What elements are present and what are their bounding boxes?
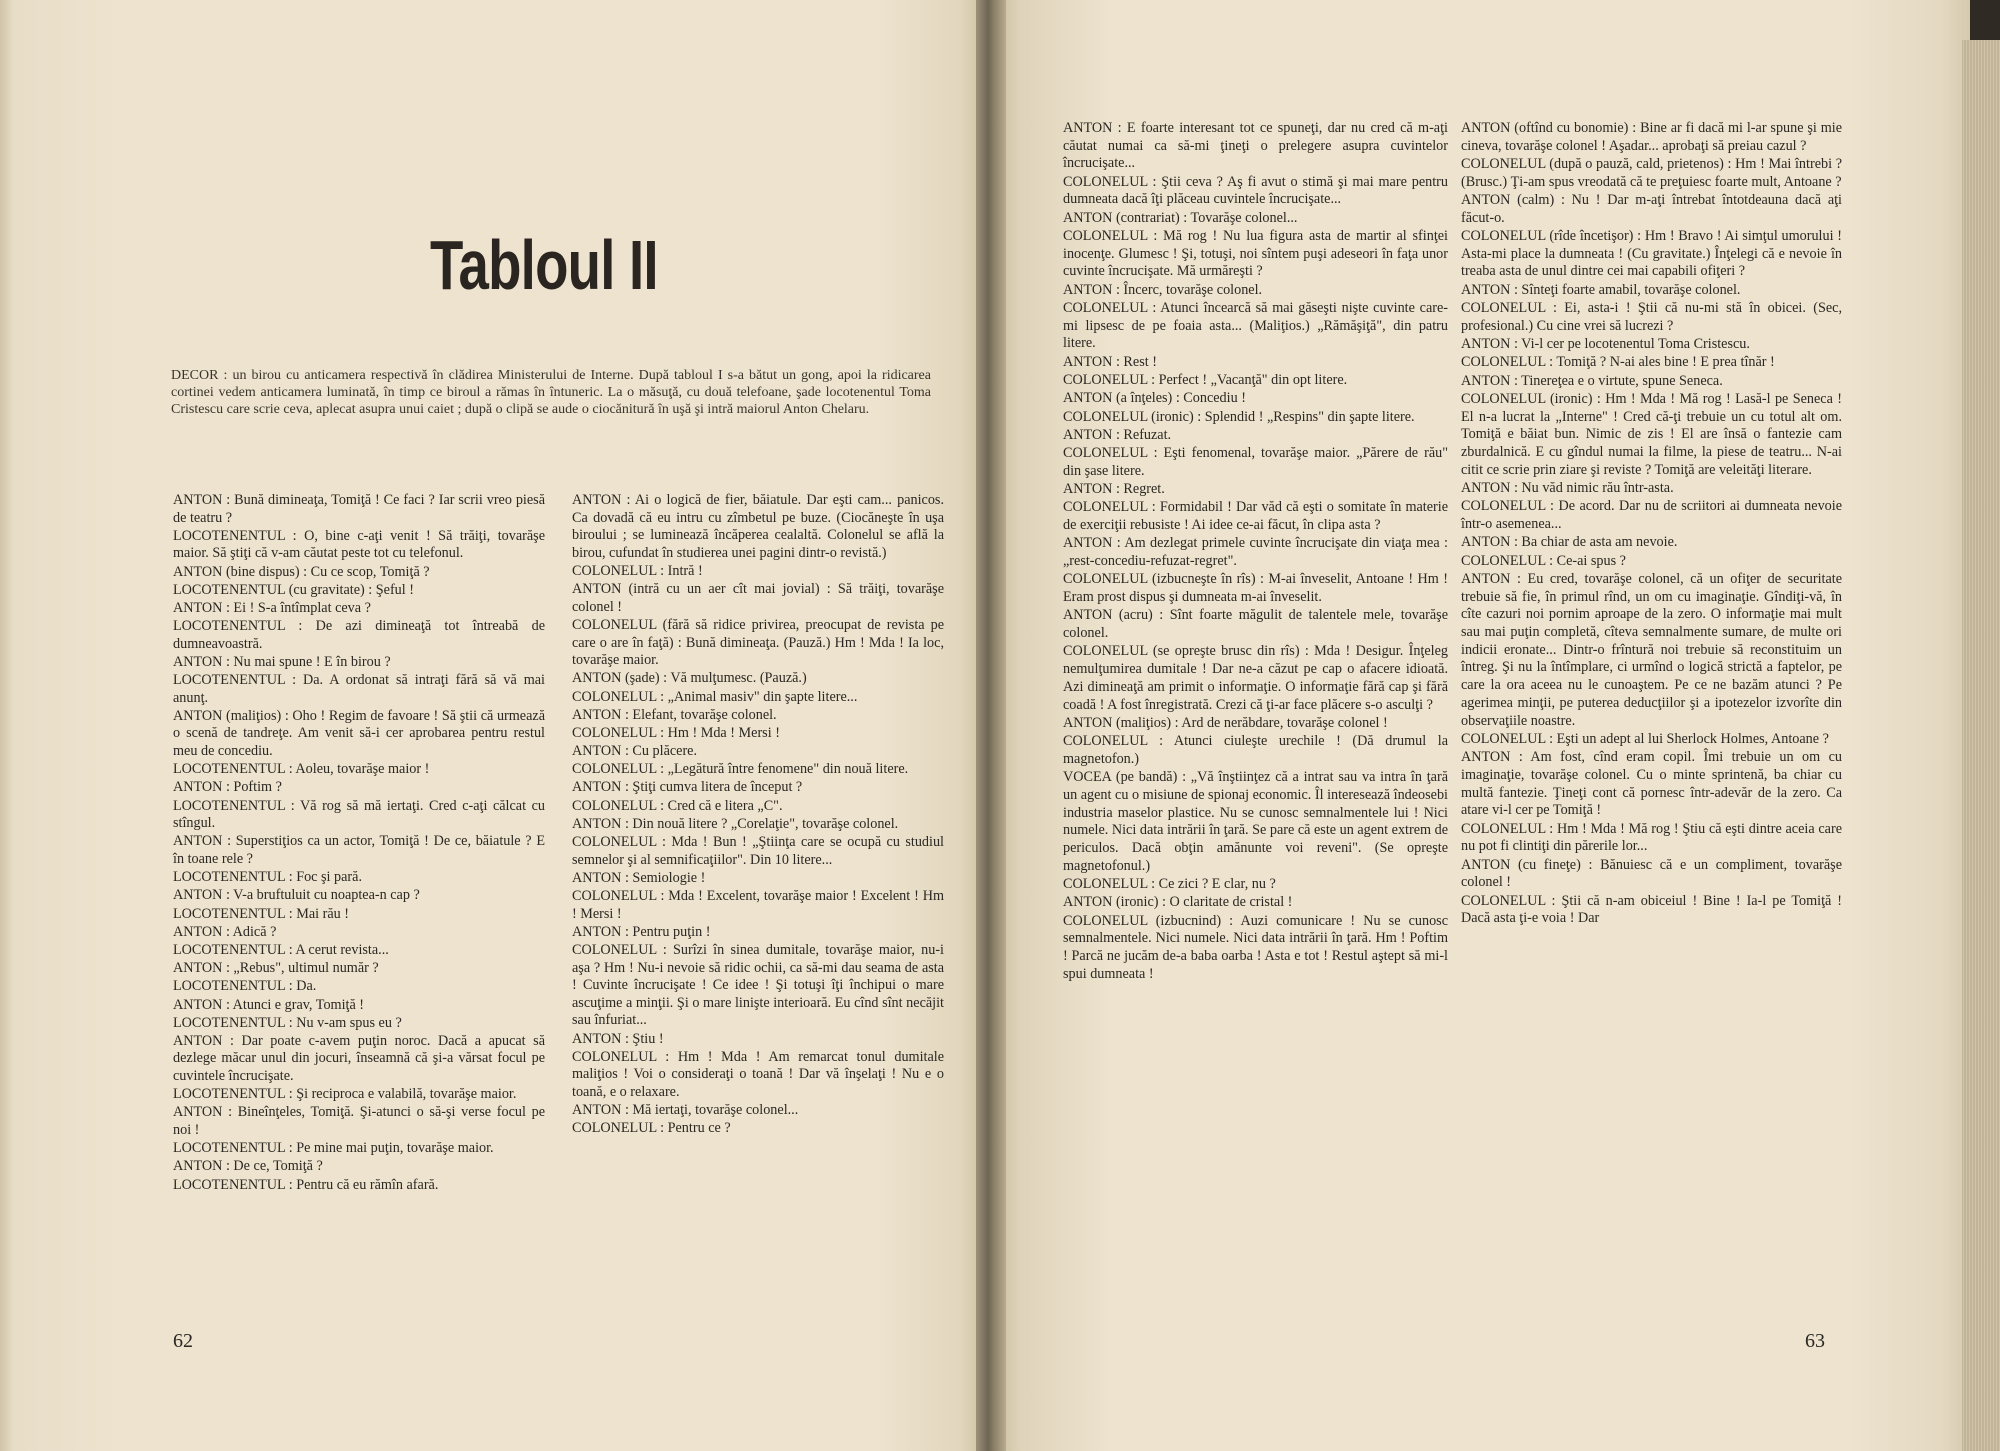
dialogue-line: LOCOTENENTUL : Pe mine mai puţin, tovarăşe maior. (173, 1140, 494, 1157)
dialogue-line: ANTON : Ştiu ! (572, 1030, 664, 1047)
dialogue-line: ANTON : Ai o logică de fier, băiatule. Dar eşti cam... panicos. Ca dovadă că eu intru cu zîmbetul pe buze. (Ciocăneşte în uşa biroului ; se luminează încăperea cealaltă. Colonelul se află la birou, cufundat în studierea unei pagini dintr-o revistă.) (572, 492, 944, 561)
dialogue-line: COLONELUL : Atunci ciuleşte urechile ! (Dă drumul la magnetofon.) (1063, 733, 1448, 767)
dialogue-line: ANTON : Bună dimineaţa, Tomiţă ! Ce faci ? Iar scrii vreo piesă de teatru ? (173, 492, 545, 526)
dialogue-line: COLONELUL : Atunci încearcă să mai găseşti nişte cuvinte care-mi lipsesc de pe foaia asta... (Maliţios.) „Rămăşiţă", din patru litere. (1063, 300, 1448, 352)
dialogue-line: COLONELUL : Ce zici ? E clar, nu ? (1063, 876, 1276, 892)
page-number-left: 62 (173, 1330, 193, 1352)
dialogue-line: ANTON : Ei ! S-a întîmplat ceva ? (173, 599, 371, 616)
dialogue-line: LOCOTENENTUL (cu gravitate) : Şeful ! (173, 581, 414, 598)
dialogue-line: COLONELUL : Pentru ce ? (572, 1120, 731, 1137)
dialogue-line: ANTON : Superstiţios ca un actor, Tomiţă ! De ce, băiatule ? E în toane rele ? (173, 833, 545, 867)
dialogue-line: ANTON (şade) : Vă mulţumesc. (Pauză.) (572, 670, 807, 687)
dialogue-line: ANTON : Regret. (1063, 481, 1165, 498)
dialogue-line: COLONELUL : Surîzi în sinea dumitale, tovarăşe maior, nu-i aşa ? Hm ! Nu-i nevoie să ridic ochii, ca să-mi dau seama de asta ! Cuvinte încrucişate ! Ce idee ! Şi totuşi îţi închipui o mare ascuţime a minţii. Şi o mare linişte interioară. Eu cînd sînt necăjit sau înfuriat... (572, 941, 944, 1029)
dialogue-line: COLONELUL : Eşti un adept al lui Sherlock Holmes, Antoane ? (1461, 730, 1829, 747)
dialogue-line: COLONELUL : Mă rog ! Nu lua figura asta de martir al sfinţei inocenţe. Glumesc ! Şi, totuşi, noi sîntem puşi adeseori în faţa unor cuvinte încrucişate. Mă urmăreşti ? (1063, 228, 1448, 280)
dialogue-line: LOCOTENENTUL : Mai rău ! (173, 905, 349, 922)
dialogue-line: ANTON : Ba chiar de asta am nevoie. (1461, 534, 1678, 551)
dialogue-line: LOCOTENENTUL : Şi reciproca e valabilă, tovarăşe maior. (173, 1086, 517, 1103)
dialogue-line: COLONELUL : Mda ! Excelent, tovarăşe maior ! Excelent ! Hm ! Mersi ! (572, 887, 944, 922)
dialogue-line: LOCOTENENTUL : Vă rog să mă iertaţi. Cred c-aţi călcat cu stîngul. (173, 797, 545, 832)
dialogue-line: COLONELUL : Hm ! Mda ! Mersi ! (572, 724, 780, 741)
dialogue-line: ANTON : Tinereţea e o virtute, spune Seneca. (1461, 372, 1723, 389)
dialogue-line: VOCEA (pe bandă) : „Vă înştiinţez că a intrat sau va intra în ţară un agent cu o misiune de spionaj economic. Îl interesează îndeosebi industria maselor plastice. Nu se cunosc semnalmentele lui ! Nici numele. Nici data intrării în ţară. Se pare că este un agent extrem de periculos. Dacă obţin amănunte voi reveni". (Se opreşte magnetofonul.) (1063, 769, 1448, 874)
dialogue-line: COLONELUL (ironic) : Hm ! Mda ! Mă rog ! Lasă-l pe Seneca ! El n-a lucrat la „Interne" ! Cred că-ţi trebuie un cu totul alt om. Tomiţă e băiat bun. Nimic de zis ! El are însă o fantezie cam zburdalnică. E cu gîndul numai la filme, la piese de teatru... N-ai citit ce scrie prin ziare şi reviste ? Tomiţă are veleităţi literare. (1461, 390, 1842, 478)
dialogue-line: LOCOTENENTUL : Foc şi pară. (173, 869, 362, 886)
dialogue-line: COLONELUL : Eşti fenomenal, tovarăşe maior. „Părere de rău" din şase litere. (1063, 445, 1448, 479)
dialogue-line: ANTON (maliţios) : Ard de nerăbdare, tovarăşe colonel ! (1063, 714, 1388, 731)
dialogue-line: ANTON : De ce, Tomiţă ? (173, 1158, 323, 1175)
dialogue-line: ANTON : Mă iertaţi, tovarăşe colonel... (572, 1102, 799, 1119)
dialogue-line: COLONELUL (ironic) : Splendid ! „Respins" din şapte litere. (1063, 408, 1415, 425)
dialogue-line: COLONELUL : Ei, asta-i ! Ştii că nu-mi stă în obicei. (Sec, profesional.) Cu cine vrei să lucrezi ? (1461, 300, 1842, 334)
dialogue-line: COLONELUL : Perfect ! „Vacanţă" din opt litere. (1063, 372, 1348, 388)
stage-directions: DECOR : un birou cu anticamera respectivă în clădirea Ministerului de Interne. După tabloul I s-a bătut un gong, apoi la ridicarea cortinei vedem anticamera luminată, în timp ce biroul a rămas în întuneric. La o măsuţă, cu două telefoane, şade locotenentul Toma Cristescu care scrie ceva, aplecat asupra unui caiet ; după o clipă se aude o ciocănitură în uşă şi intră maiorul Anton Chelaru. (171, 368, 931, 417)
page-edges (1962, 40, 2000, 1451)
dialogue-line: ANTON (ironic) : O claritate de cristal ! (1063, 894, 1293, 911)
dialogue-line: ANTON (intră cu un aer cît mai jovial) : Să trăiţi, tovarăşe colonel ! (572, 581, 944, 615)
dialogue-line: COLONELUL (după o pauză, cald, prietenos) : Hm ! Mai întrebi ? (Brusc.) Ţi-am spus vreodată că te preţuiesc foarte mult, Antoane ? (1461, 156, 1842, 190)
dialogue-line: ANTON : V-a bruftuluit cu noaptea-n cap ? (173, 887, 420, 904)
dialogue-line: LOCOTENENTUL : Da. (173, 978, 317, 995)
dialogue-line: ANTON : Vi-l cer pe locotenentul Toma Cristescu. (1461, 336, 1750, 352)
dialogue-line: ANTON : Adică ? (173, 923, 277, 940)
page-number-right: 63 (1805, 1330, 1825, 1352)
dialogue-line: ANTON : Sînteţi foarte amabil, tovarăşe colonel. (1461, 281, 1741, 298)
dialogue-line: ANTON (cu fineţe) : Bănuiesc că e un compliment, tovarăşe colonel ! (1461, 856, 1842, 891)
dialogue-line: COLONELUL (se opreşte brusc din rîs) : Mda ! Desigur. Înţeleg nemulţumirea dumitale ! Dar ne-a căzut pe cap o afacere idioată. Azi dimineaţă am primit o informaţie. O informaţie fără cap şi fără coadă ! A fost înregistrată. Crezi că ţi-ar face plăcere s-o asculţi ? (1063, 643, 1448, 713)
dialogue-line: COLONELUL (fără să ridice privirea, preocupat de revista pe care o are în faţă) : Bună dimineaţa. (Pauză.) Hm ! Mda ! Ia loc, tovarăşe maior. (572, 616, 944, 669)
dialogue-line: ANTON : Eu cred, tovarăşe colonel, că un ofiţer de securitate trebuie să fie, în primul rînd, un om cu imaginaţie. Gîndiţi-vă, în cîte cazuri noi pornim aproape de la zero. O informaţie mai mult sau mai puţin completă, cîteva semnalmente sumare, de multe ori indicii eronate... Dintr-o frîntură noi trebuie să reconstituim un întreg. Şi nu la întîmplare, ci urmînd o logică strictă a faptelor, pe care la ora aceea nu le cunoaştem. Pe ce ne bazăm atunci ? Pe agerimea minţii, pe puterea deducţiilor şi a ipotezelor izvorîte din observaţiile noastre. (1461, 570, 1842, 729)
text-column-4 (1461, 120, 1842, 929)
dialogue-line: COLONELUL : „Animal masiv" din şapte litere... (572, 688, 858, 705)
text-column-1 (173, 492, 545, 1195)
dialogue-line: ANTON (a înţeles) : Concediu ! (1063, 390, 1246, 407)
dialogue-line: COLONELUL : Formidabil ! Dar văd că eşti o somitate în materie de exerciţii rebusiste ! Ai idee ce-ai făcut, în clipa asta ? (1063, 499, 1448, 534)
dialogue-line: ANTON : Pentru puţin ! (572, 923, 711, 940)
dialogue-line: COLONELUL (izbucnind) : Auzi comunicare ! Nu se cunosc semnalmentele. Nici numele. Nici data intrării în ţară. Hm ! Poftim ! Parcă ne jucăm de-a baba oarba ! Asta e tot ! Restul aştept să mi-l spui dumneata ! (1063, 912, 1448, 982)
dialogue-line: ANTON : Încerc, tovarăşe colonel. (1063, 281, 1263, 298)
dialogue-line: COLONELUL (rîde încetişor) : Hm ! Bravo ! Ai simţul umorului ! Asta-mi place la dumneata ! (Cu gravitate.) Înţelegi că e nevoie în treaba asta de unul dintre cei mai capabili ofiţeri ? (1461, 228, 1842, 280)
dialogue-line: ANTON : Din nouă litere ? „Corelaţie", tovarăşe colonel. (572, 815, 899, 832)
dialogue-line: LOCOTENENTUL : Pentru că eu rămîn afară. (173, 1176, 439, 1193)
dialogue-line: ANTON : Rest ! (1063, 353, 1157, 370)
dialogue-line: COLONELUL : Mda ! Bun ! „Ştiinţa care se ocupă cu studiul semnelor şi al semnificaţiilor". Din 10 litere... (572, 834, 944, 868)
text-column-2 (572, 492, 944, 1138)
dialogue-line: COLONELUL : Ce-ai spus ? (1461, 552, 1626, 569)
dialogue-line: ANTON : Nu văd nimic rău într-asta. (1461, 480, 1674, 496)
dialogue-line: COLONELUL : Hm ! Mda ! Mă rog ! Ştiu că eşti dintre aceia care nu pot fi clintiţi din părerile lor... (1461, 820, 1842, 855)
dialogue-line: ANTON (contrariat) : Tovarăşe colonel... (1063, 209, 1298, 226)
dialogue-line: ANTON (acru) : Sînt foarte măgulit de talentele mele, tovarăşe colonel. (1063, 607, 1448, 642)
dialogue-line: LOCOTENENTUL : Da. A ordonat să intraţi fără să vă mai anunţ. (173, 672, 545, 706)
dialogue-line: ANTON : „Rebus", ultimul număr ? (173, 960, 379, 977)
dialogue-line: ANTON (calm) : Nu ! Dar m-aţi întrebat întotdeauna dacă aţi făcut-o. (1461, 192, 1842, 226)
dialogue-line: COLONELUL : Tomiţă ? N-ai ales bine ! E prea tînăr ! (1461, 354, 1775, 371)
dialogue-line: LOCOTENENTUL : De azi dimineaţă tot întreabă de dumneavoastră. (173, 618, 545, 652)
dialogue-line: COLONELUL : De acord. Dar nu de scriitori ai dumneata nevoie într-o asemenea... (1461, 498, 1842, 532)
dialogue-line: ANTON : Cu plăcere. (572, 743, 698, 760)
left-page (0, 0, 990, 1451)
text-column-3 (1063, 120, 1448, 984)
book-spine (976, 0, 1006, 1451)
dialogue-line: LOCOTENENTUL : Nu v-am spus eu ? (173, 1014, 402, 1031)
right-page (990, 0, 1970, 1451)
dialogue-line: ANTON : Dar poate c-avem puţin noroc. Dacă a apucat să dezlege măcar unul din jocuri, înseamnă că şi-a vărsat focul pe cuvintele încrucişate. (173, 1032, 545, 1085)
dialogue-line: ANTON : Ştiţi cumva litera de început ? (572, 779, 803, 796)
dialogue-line: COLONELUL : „Legătură între fenomene" din nouă litere. (572, 761, 909, 778)
dialogue-line: ANTON : E foarte interesant tot ce spuneţi, dar nu cred că m-aţi căutat numai ca să-mi ţineţi o prelegere asupra cuvintelor încrucişate... (1063, 120, 1448, 172)
dialogue-line: COLONELUL : Ştii ceva ? Aş fi avut o stimă şi mai mare pentru dumneata dacă îţi plăceau cuvintele încrucişate... (1063, 173, 1448, 208)
chapter-title: Tabloul II (430, 226, 658, 304)
dialogue-line: ANTON : Nu mai spune ! E în birou ? (173, 653, 391, 670)
dialogue-line: ANTON (bine dispus) : Cu ce scop, Tomiţă ? (173, 563, 430, 580)
dialogue-line: ANTON : Am fost, cînd eram copil. Îmi trebuie un om cu imaginaţie, tovarăşe colonel. Cu o minte sprintenă, ba chiar cu multă fantezie. Ţineţi cont că pornesc într-adevăr de la zero. Ca atare vi-l cer pe Tomiţă ! (1461, 749, 1842, 819)
dialogue-line: ANTON : Am dezlegat primele cuvinte încrucişate din viaţa mea : „rest-concediu-refuzat-regret". (1063, 535, 1448, 570)
dialogue-line: LOCOTENENTUL : A cerut revista... (173, 941, 389, 958)
dialogue-line: COLONELUL (izbucneşte în rîs) : M-ai înveselit, Antoane ! Hm ! Eram prost dispus şi dumneata m-ai înveselit. (1063, 571, 1448, 606)
dialogue-line: COLONELUL : Ştii că n-am obiceiul ! Bine ! Ia-l pe Tomiţă ! Dacă asta ţi-e voia ! Dar (1461, 892, 1842, 927)
dialogue-line: ANTON : Refuzat. (1063, 426, 1172, 443)
dialogue-line: ANTON : Atunci e grav, Tomiţă ! (173, 996, 365, 1013)
dialogue-line: ANTON : Semiologie ! (572, 869, 706, 886)
dialogue-line: COLONELUL : Intră ! (572, 562, 703, 579)
dialogue-line: LOCOTENENTUL : O, bine c-aţi venit ! Să trăiţi, tovarăşe maior. Să ştiţi că v-am căutat peste tot cu telefonul. (173, 527, 545, 562)
dialogue-line: ANTON : Elefant, tovarăşe colonel. (572, 706, 777, 723)
dialogue-line: COLONELUL : Cred că e litera „C". (572, 797, 783, 814)
dialogue-line: ANTON (oftînd cu bonomie) : Bine ar fi dacă mi l-ar spune şi mie cineva, tovarăşe colonel ! Aşadar... aprobaţi să preiau cazul ? (1461, 120, 1842, 154)
dialogue-line: ANTON (maliţios) : Oho ! Regim de favoare ! Să ştii că urmează o scenă de tandreţe. Am venit să-i cer aprobarea pentru restul meu de concediu. (173, 707, 545, 760)
dialogue-line: ANTON : Poftim ? (173, 779, 282, 796)
dialogue-line: COLONELUL : Hm ! Mda ! Am remarcat tonul dumitale maliţios ! Voi o consideraţi o toană ! Dar vă înşelaţi ! Nu e o toană, e o relaxare. (572, 1048, 944, 1100)
dialogue-line: ANTON : Bineînţeles, Tomiţă. Şi-atunci o să-şi verse focul pe noi ! (173, 1104, 545, 1139)
dialogue-line: LOCOTENENTUL : Aoleu, tovarăşe maior ! (173, 761, 430, 778)
